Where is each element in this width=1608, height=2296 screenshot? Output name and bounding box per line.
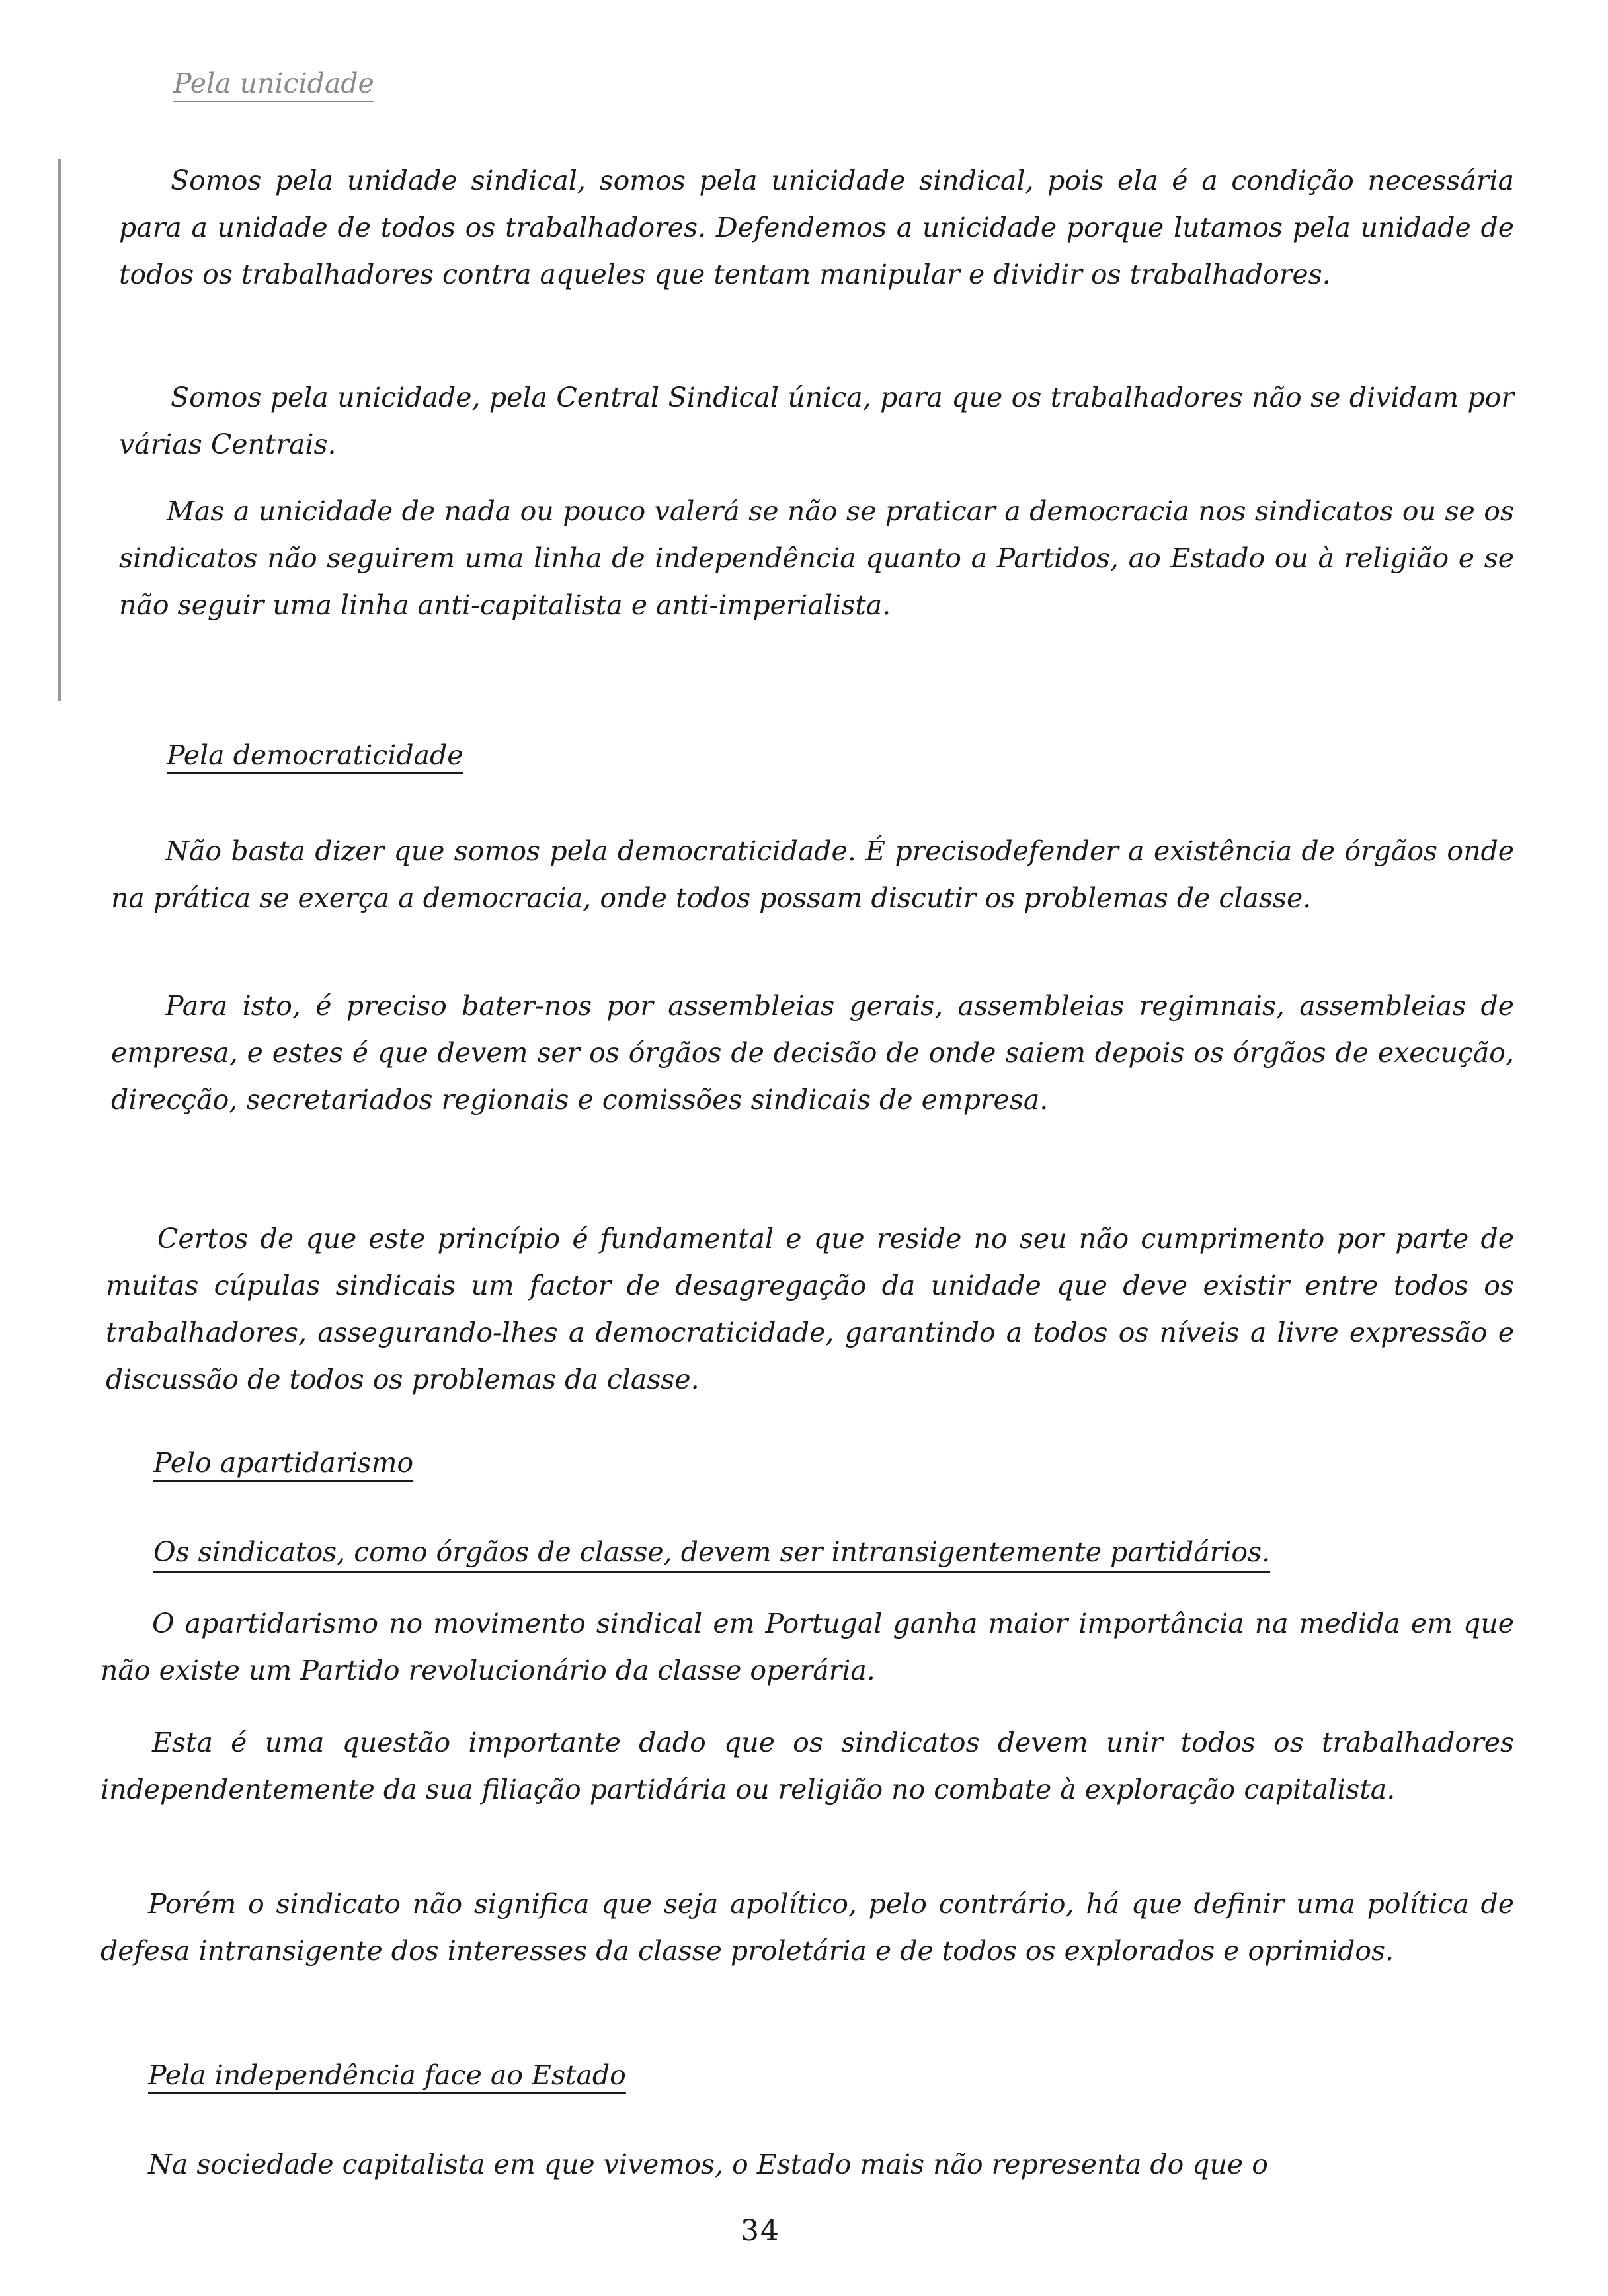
paragraph-sindicato-politica: Porém o sindicato não significa que seja apolítico, pelo contrário, há que definir uma política de defesa intransigente dos interesses da classe proletária e de todos os explorados e oprimidos. xyxy=(100,1888,1514,1967)
page-number: 34 xyxy=(741,2214,780,2248)
heading-pela-unicidade: Pela unicidade xyxy=(173,67,374,99)
paragraph-apartidarismo-portugal: O apartidarismo no movimento sindical em Portugal ganha maior importância na medida em que não existe um Partido revolucionário da classe operária. xyxy=(100,1608,1514,1686)
paragraph-certos: Certos de que este princípio é fundamental e que reside no seu não cumprimento por parte de muitas cúpulas sindicais um factor de desagregação da unidade que deve existir entre todos os trabalhadores, assegurando-lhes a democraticidade, garantindo a todos os níveis a livre expressão e discussão de todos os problemas da classe. xyxy=(106,1223,1514,1395)
paragraph-sociedade-capitalista: Na sociedade capitalista em que vivemos, o Estado mais não representa do que o xyxy=(148,2149,1268,2180)
paragraph-assembleias: Para isto, é preciso bater-nos por assembleias gerais, assembleias regimnais, assembleias de empresa, e estes é que devem ser os órgãos de decisão de onde saiem depois os órgãos de execução, direcção, secretariados regionais e comissões sindicais de empresa. xyxy=(111,990,1514,1116)
statement-sindicatos-orgaos-classe: Os sindicatos, como órgãos de classe, devem ser intransigentemente partidários. xyxy=(153,1536,1271,1568)
heading-independencia-estado: Pela independência face ao Estado xyxy=(148,2059,626,2091)
paragraph-unidade-sindical: Somos pela unidade sindical, somos pela unicidade sindical, pois ela é a condição necessária para a unidade de todos os trabalhadores. Defendemos a unicidade porque lutamos pela unidade de todos os trabalhadores contra aqueles que tentam manipular e dividir os trabalhadores. xyxy=(119,165,1514,290)
paragraph-central-sindical: Somos pela unicidade, pela Central Sindical única, para que os trabalhadores não se dividam por várias Centrais. xyxy=(119,382,1514,460)
paragraph-questao-importante: Esta é uma questão importante dado que os sindicatos devem unir todos os trabalhadores independentemente da sua filiação partidária ou religião no combate à exploração capitalista. xyxy=(100,1727,1514,1805)
paragraph-nao-basta: Não basta dizer que somos pela democraticidade. É precisodefender a existência de órgãos onde na prática se exerça a democracia, onde todos possam discutir os problemas de classe. xyxy=(111,835,1514,914)
heading-pela-democraticidade: Pela democraticidade xyxy=(167,739,463,771)
heading-pelo-apartidarismo: Pelo apartidarismo xyxy=(153,1447,414,1479)
paragraph-democracia-sindicatos: Mas a unicidade de nada ou pouco valerá se não se praticar a democracia nos sindicatos ou se os sindicatos não seguirem uma linha de independência quanto a Partidos, ao Estado ou à religião e se não seguir uma linha anti-capitalista e anti-imperialista. xyxy=(119,495,1514,621)
margin-line xyxy=(58,159,61,701)
